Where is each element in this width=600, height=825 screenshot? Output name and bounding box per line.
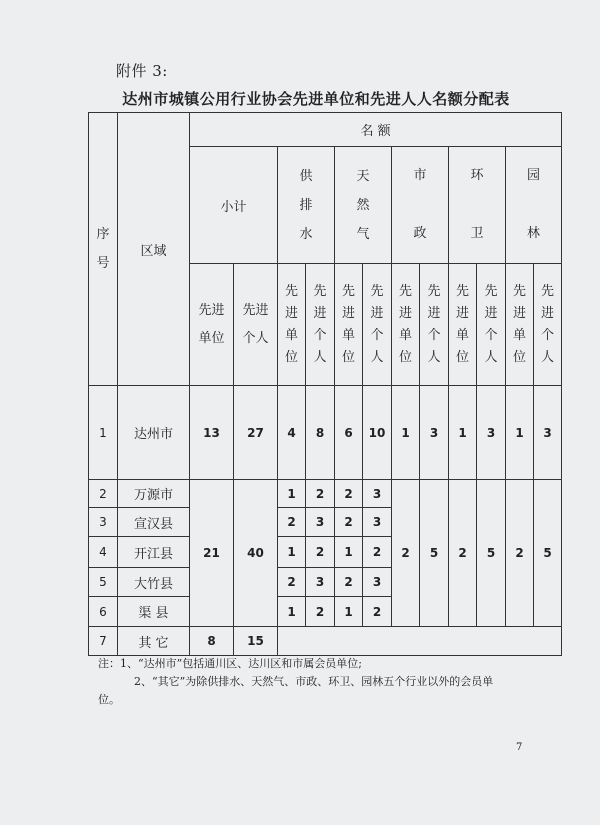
cell-value: 3 — [363, 568, 392, 597]
cell-value: 2 — [278, 568, 306, 597]
cell-value: 4 — [278, 386, 306, 480]
footnote-1: 注：1、“达州市”包括通川区、达川区和市属会员单位; — [98, 657, 362, 670]
table-row — [89, 386, 562, 480]
cell-sub-person: 27 — [234, 386, 278, 480]
header-gas-person: 先进个人 — [363, 264, 392, 386]
cell-value: 2 — [335, 480, 363, 508]
cell-value: 2 — [335, 508, 363, 537]
cell-region: 万源市 — [118, 480, 190, 508]
footnote-2: 2、“其它”为除供排水、天然气、市政、环卫、园林五个行业以外的会员单 — [134, 675, 494, 688]
cell-seq: 6 — [89, 597, 118, 627]
cell-group-sub-unit: 21 — [190, 480, 234, 627]
cell-value: 1 — [278, 537, 306, 568]
header-subtotal: 小计 — [190, 147, 278, 264]
header-municipal-person: 先进个人 — [420, 264, 449, 386]
cell-region: 渠 县 — [118, 597, 190, 627]
header-landscape-person: 先进个人 — [534, 264, 562, 386]
table-row — [89, 480, 562, 508]
cell-value: 2 — [363, 597, 392, 627]
header-category-water: 供排水 — [278, 147, 335, 264]
cell-value: 2 — [306, 537, 335, 568]
header-seq: 序号 — [89, 113, 118, 386]
quota-table — [88, 112, 562, 656]
page-title: 达州市城镇公用行业协会先进单位和先进人人名额分配表 — [122, 90, 510, 108]
cell-group-value: 5 — [477, 480, 506, 627]
cell-region: 宣汉县 — [118, 508, 190, 537]
cell-region: 开江县 — [118, 537, 190, 568]
header-quota: 名 额 — [190, 113, 562, 147]
cell-value: 3 — [420, 386, 449, 480]
cell-value: 3 — [477, 386, 506, 480]
cell-seq: 2 — [89, 480, 118, 508]
table-row — [89, 627, 562, 656]
cell-seq: 3 — [89, 508, 118, 537]
header-water-person: 先进个人 — [306, 264, 335, 386]
header-sanitation-person: 先进个人 — [477, 264, 506, 386]
cell-value: 1 — [506, 386, 534, 480]
cell-value: 2 — [306, 480, 335, 508]
cell-value: 2 — [306, 597, 335, 627]
cell-value: 3 — [306, 508, 335, 537]
cell-value: 1 — [278, 480, 306, 508]
header-category-gas: 天然气 — [335, 147, 392, 264]
cell-value: 2 — [335, 568, 363, 597]
header-category-landscape: 园林 — [506, 147, 562, 264]
cell-empty — [278, 627, 562, 656]
cell-seq: 5 — [89, 568, 118, 597]
cell-group-value: 5 — [420, 480, 449, 627]
footnotes — [98, 655, 568, 709]
header-category-municipal: 市政 — [392, 147, 449, 264]
cell-value: 1 — [449, 386, 477, 480]
header-gas-unit: 先进单位 — [335, 264, 363, 386]
footnote-2-cont: 位。 — [98, 693, 120, 706]
cell-value: 1 — [278, 597, 306, 627]
cell-value: 1 — [335, 537, 363, 568]
cell-value: 2 — [363, 537, 392, 568]
cell-sub-person: 15 — [234, 627, 278, 656]
header-landscape-unit: 先进单位 — [506, 264, 534, 386]
cell-sub-unit: 8 — [190, 627, 234, 656]
cell-value: 1 — [392, 386, 420, 480]
header-region: 区域 — [118, 113, 190, 386]
cell-group-value: 2 — [449, 480, 477, 627]
header-sub-unit: 先进单位 — [190, 264, 234, 386]
cell-seq: 1 — [89, 386, 118, 480]
header-sanitation-unit: 先进单位 — [449, 264, 477, 386]
cell-group-value: 2 — [506, 480, 534, 627]
cell-value: 6 — [335, 386, 363, 480]
cell-value: 3 — [534, 386, 562, 480]
cell-sub-unit: 13 — [190, 386, 234, 480]
cell-value: 3 — [363, 480, 392, 508]
cell-group-value: 5 — [534, 480, 562, 627]
cell-group-sub-person: 40 — [234, 480, 278, 627]
cell-region: 达州市 — [118, 386, 190, 480]
cell-region: 其 它 — [118, 627, 190, 656]
cell-seq: 7 — [89, 627, 118, 656]
header-sub-person: 先进个人 — [234, 264, 278, 386]
cell-value: 3 — [363, 508, 392, 537]
page-number: 7 — [516, 742, 523, 753]
attachment-label: 附件 3: — [116, 62, 168, 80]
cell-value: 3 — [306, 568, 335, 597]
cell-value: 2 — [278, 508, 306, 537]
header-category-sanitation: 环卫 — [449, 147, 506, 264]
cell-value: 1 — [335, 597, 363, 627]
header-water-unit: 先进单位 — [278, 264, 306, 386]
cell-region: 大竹县 — [118, 568, 190, 597]
cell-seq: 4 — [89, 537, 118, 568]
cell-group-value: 2 — [392, 480, 420, 627]
cell-value: 10 — [363, 386, 392, 480]
cell-value: 8 — [306, 386, 335, 480]
header-municipal-unit: 先进单位 — [392, 264, 420, 386]
